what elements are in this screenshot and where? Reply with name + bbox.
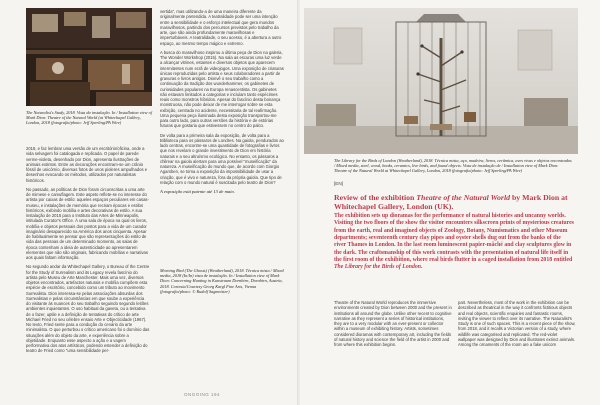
left-photo-caption: The Naturalist's Study, 2018. Vista da instalação. In / Installation view of Mark Dion: Theatre of the Natural World (at Whitechapel Gallery, London, 2018 (fotografia/photo: Jeff Sperling/PA Wire) (26, 110, 152, 126)
language-tag: [EN] (334, 181, 343, 186)
lead-end: . (420, 264, 423, 271)
library-for-birds-photo (304, 8, 578, 154)
right-column-2 (458, 300, 576, 351)
lead-artwork-title: The Library for the Birds of London (334, 264, 421, 271)
left-column-2 (160, 9, 284, 198)
left-photo2-caption: Morning Bird (The Ghosts) (Weatherland), 2018. Técnica mista / Mixed media, 2018 (In/In) vista de instalação. In / Installation view of Mark Dion: Concerning Hunting in Kunstraum Dornbirn, Dornbirn, Austria, 2018. Cortesia/Courtesy Georg Kargl Fine Arts, Vienna (fotografia/photo: © Rudolf Sagmeister) (160, 268, 284, 294)
exhibition-dates: A exposição está patente até 13 de maio. (160, 189, 235, 194)
headline-exhibition-title: Theatre of the Natural World (416, 193, 511, 202)
paragraph: 2018, e faz lembrar uma versão de um escritório/oficina, onde a vida selvagem foi catalogada e replicada. O papel de parede verme-violeta, desenhado por Dion, apresenta ilustrações de animais extintos. Entre as decorações encontram-se um crânio fóssil de unicórnio, diversas fotos de unos pioleres ampulhados e desenhos evocando os métodos, utilizados por naturalistas históricos. (26, 146, 148, 183)
paragraph: No passado, as políticas de Dion foram circunscritas a uma arte de mimese e camuflagem. Este aspeto reflete-se no interesse do artista por caixas de estilo: aqueles espaços peculiares em casas-museu, e instalações de memória que recriam épocas e estilos históricos, exibindo mobília e artes decorativas de estilo. A sua instalação de 2015 para o Instituto das Artes de Minneapolis, intitulada Curator's Office. À uma sala de época na qual os livros, mobília e objetos pessoais dos postos para a vida de um curador imaginário desaparecido na América dos anos cinquenta. Apesar de habitualmente se pensar que são representações do estilo de vida das pessoas de um determinado momento, as salas de época contenham a ideia de autenticidade ao apresentarem elementos que não são originais, fabricando mobílias e narrativas aos quais faltam informação. (26, 186, 149, 260)
paragraph: Theatre of the Natural World reproduces the immersive environments created by Dion between 2000 and the present in institutions all around the globe. Unlike other recent to cognitive narrative as they represent a series of historical institutions, they are to a very modular with an ever-present or collector within a museum of exhibiting history. Artists, sometimes considered dioramas with contemporary art, including the fields of natural history and science the field of the artist in 2000 and from where this exhibition begins. (334, 300, 452, 347)
paragraph: A busca do maravilhoso inspirou a última peça de Dion na galeria, The Wonder Workshop (2015). Na sala as escuras uma luz verde a alcançar vitrines, estantes e diversos objetos que aparecem intermitentes num ecrã de videojogos. Uma exposição de criaturas únicas reproduzidas pelo artista e seus colaboradores a partir de gravuras e livros antigos. Dionvê o seu trabalho como a continuação da tradição dos wunderkammer, os gabinetes de curiosidades populares na Europa renascentista. Os gabinetes não estavam limitados a categorias e incluíam tanto espécimes reais como monstros híbridos. Apesar do fascínio desta bonança monstruosa, não pode deixar de me interrogar sobre se esta exibição, centrada no acidente, necessitaria de tal reafirmação. Uma pequena peça iluminada desta exposição transportou-me para outro lado, para outras versões da história e de estórias futuras que gostaria que estivessem no centro do palco. (160, 49, 284, 129)
left-folio: ONGOING 194 (184, 392, 221, 397)
naturalist-study-photo (26, 8, 152, 106)
left-column-1 (26, 146, 150, 358)
right-column-1 (334, 300, 452, 351)
paragraph: De volta para a primeira sala da exposição, de volta para a Biblioteca para os pássaros de Londres. Na gaiola, pendurados ao lado centras, encontre-se uma quantidade de fotografias e livros que nos revelam o grande investimento de Dion em história naturais e a seu altruísmo ecológico. No entanto, os pássaros a chilrear na gaiola alertam para uma possível "museificação" da natureza. A museificação do mundo que, de acordo com Giorgio Agamben, se torna a exposição da impossibilidade de usar a criação, que é vivo e natureza, fora da própria gaiola. Que tipo de relação com o mundo natural é suscitada pelo teatro de Dion? (160, 132, 284, 185)
lead-text: The exhibition sets up dioramas for the performance of natural histories and uncanny worlds. Visiting the two floors of the show the visitor encounters silkscreen prints of mysterious creatures from the earth, real and imagined objects of Zoology, Botany, Numismatics and other Museum departments; seventeenth century clay pipes and oyster shells dug out from the banks of the river Thames in London. In the last room luminescent papier-mâché and clay sculptures glow in the dark. The craftsmanship of this work contrasts with the presentation of natural life itself in the first room of the exhibition, where real birds flutter in a caged installation from 2018 entitled (334, 213, 574, 264)
paragraph: vertida", mas utilizando-a de uma maneira diferente da originalmente pretendida. A teatralidade pode ser uma intenção entre a sensibilidade e o esforço intelectual que gera mundos maravilhosos, partindo dos percursos previstos pelo trabalho da arte, que são ainda profundamente maravilhosas e imperturbáveis. A teatralidade, o seu acesso, é a abertura a outro espaço, ao mesmo tempo mágico e extremo. (160, 9, 282, 46)
headline-post: by Mark Dion at Whitechapel Gallery, London (UK). (334, 193, 568, 211)
paragraph: No segundo andar da Whitechapel Gallery, o Bureau of the Centre for the Study of Surrealism and its Legacy revela fascínio do artista pelo Museu de Arte Manchester. Mais uma vez, diversos objetos encontrados, artefactos naturais e mobília compõem esta espécie de escritório, concebido como um tributo ao movimento Surrealista. Dion interessa-se pelas associações absurdas dos Surrealistas e pelas circunstâncias em que soube a experiência do visitante às nuances do seu trabalho seguindo segundo leitões ambientes inquietantes. O uso habitual da gaveta, ou a tentativa de o fazer, uptile e a definição de tentativas do crítico de arte Michael Fried no seu célebre ensaio Arte e Objecticidade (1967). No texto, Fried sente para a condução do cenário da arte minimalista. O que perturbou o crítico americano foi o domínio das situações além do objeto da arte, e experiência sobre a objetidade. Enquanto esse aspecto a ação e a vagem performativa dos atos artísticos, podendo estender a definição do teatro de Fried como "uma sensibilidade per- (26, 264, 150, 354)
lead-paragraph (334, 213, 574, 272)
review-headline (334, 193, 574, 211)
paragraph: part. Nevertheless, most of the work in the exhibition can be described as theatrical in the way it confronts fictitious objects and real objects, scientific enquiries and fantastic rooms, inviting the viewer to reflect over its narrative. The Naturalist's Study is one of such spaces. This is a recent piece of the show, from 2018, and it recalls a Victorian version of a study, where wildlife was categorised and replicated. The red-violet wallpaper was designed by Dion and illustrates extinct animals. Among the ornaments of the room are a fake unicorn (458, 300, 576, 347)
right-photo-caption: The Library for the Birds of London (Weatherland), 2018. Técnica mista, aço, madeira, livros, cerâmica, aves vivas e objetos encontrados / Mixed media, steel, wood, books, ceramics, live birds, and found objects. Vista de instalação de / Installation view of Mark Dion: Theatre of the Natural World at Whitechapel Gallery, London, 2018 (fotografia/photo: Jeff Sperling/PA Wire) (334, 158, 572, 174)
headline-pre: Review of the exhibition (334, 193, 417, 202)
